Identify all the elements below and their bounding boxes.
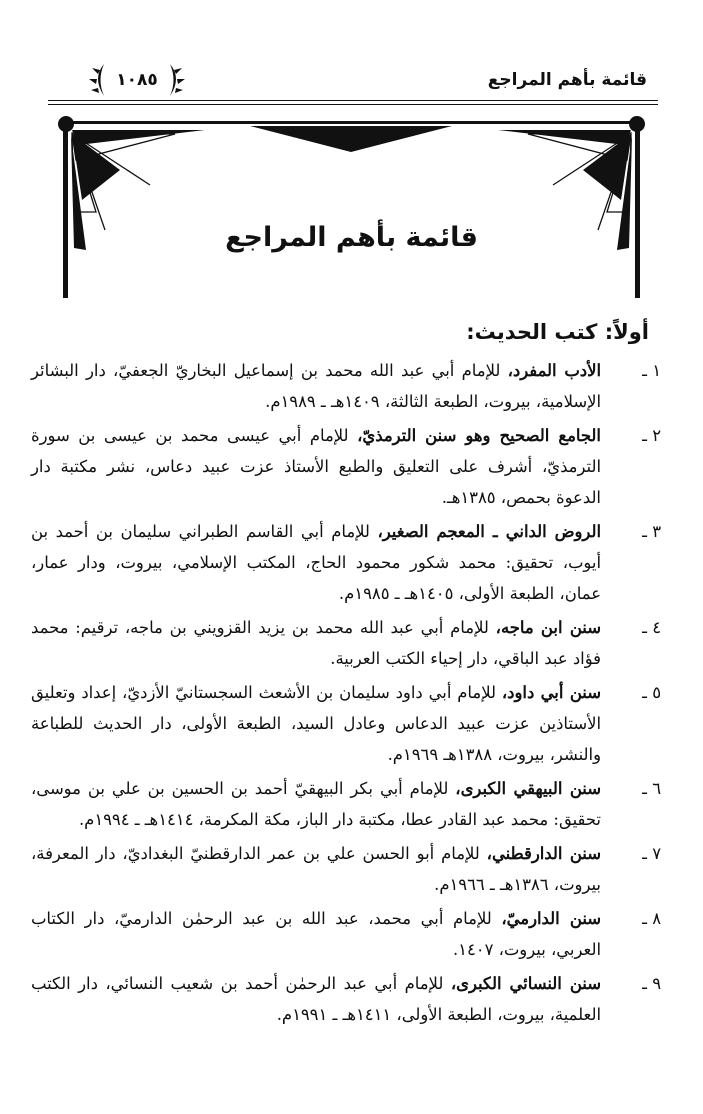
reference-title: سنن ابن ماجه، [495, 618, 601, 637]
reference-list [31, 355, 661, 1033]
chapter-title: قائمة بأهم المراجع [225, 222, 478, 253]
reference-details: للإمام أبي عبد الله محمد بن إسماعيل البخاريّ الجعفيّ، دار البشائر الإسلامية، بيروت، الطبعة الثالثة، ١٤٠٩هـ ـ ١٩٨٩م. [31, 361, 601, 411]
reference-entry [31, 355, 661, 417]
reference-number: ٨ ـ [642, 909, 661, 928]
reference-number: ١ ـ [642, 361, 661, 380]
reference-number: ٦ ـ [642, 779, 661, 798]
reference-details: للإمام أبي محمد، عبد الله بن عبد الرحمٰن الدارميّ، دار الكتاب العربي، بيروت، ١٤٠٧. [31, 909, 601, 959]
reference-entry [31, 773, 661, 835]
reference-number: ٥ ـ [642, 683, 661, 702]
reference-title: الأدب المفرد، [507, 361, 601, 380]
reference-number: ٧ ـ [642, 844, 661, 863]
reference-entry [31, 516, 661, 609]
reference-title: سنن البيهقي الكبرى، [455, 779, 601, 798]
running-title: قائمة بأهم المراجع [487, 70, 647, 90]
top-border-ornament [64, 121, 639, 152]
page-number: ١٠٨٥ [116, 70, 158, 90]
reference-title: الروض الداني ـ المعجم الصغير، [377, 522, 601, 541]
reference-entry [31, 838, 661, 900]
laurel-wreath-icon [89, 64, 185, 96]
reference-details: للإمام أبي داود سليمان بن الأشعث السجستانيّ الأزديّ، إعداد وتعليق الأستاذين عزت عبيد الدعاس وعادل السيد، الطبعة الأولى، دار الحديث للطباعة والنشر، بيروت، ١٣٨٨هـ ١٩٦٩م. [31, 683, 601, 764]
reference-entry [31, 968, 661, 1030]
reference-entry [31, 420, 661, 513]
reference-title: سنن الدارقطني، [486, 844, 601, 863]
reference-entry [31, 612, 661, 674]
reference-details: للإمام أبي عبد الرحمٰن أحمد بن شعيب النسائي، دار الكتب العلمية، بيروت، الطبعة الأولى، ١٤١١هـ ـ ١٩٩١م. [31, 974, 601, 1024]
reference-entry [31, 677, 661, 770]
reference-details: للإمام أبي بكر البيهقيّ أحمد بن الحسين بن علي بن موسى، تحقيق: محمد عبد القادر عطا، مكتبة دار الباز، مكة المكرمة، ١٤١٤هـ ـ ١٩٩٤م. [31, 779, 601, 829]
reference-title: سنن الدارميّ، [501, 909, 601, 928]
reference-title: سنن النسائي الكبرى، [450, 974, 601, 993]
reference-title: الجامع الصحيح وهو سنن الترمذيّ، [357, 426, 601, 445]
reference-title: سنن أبي داود، [501, 683, 601, 702]
right-corner-sunburst [498, 116, 645, 298]
reference-details: للإمام أبي عبد الله محمد بن يزيد القزويني بن ماجه، ترقيم: محمد فؤاد عبد الباقي، دار إحياء الكتب العربية. [31, 618, 601, 668]
page-ornament [0, 0, 703, 330]
reference-details: للإمام أبي القاسم الطبراني سليمان بن أحمد بن أيوب، تحقيق: محمد شكور محمود الحاج، المكتب الإسلامي، بيروت، ودار عمار، عمان، الطبعة الأولى، ١٤٠٥هـ ـ ١٩٨٥م. [31, 522, 601, 603]
reference-entry [31, 903, 661, 965]
section-heading: أولاً: كتب الحديث: [466, 320, 649, 344]
left-corner-sunburst [58, 116, 205, 298]
reference-number: ٢ ـ [642, 426, 661, 445]
reference-details: للإمام أبي عيسى محمد بن عيسى بن سورة الترمذيّ، أشرف على التعليق والطبع الأستاذ عزت عبيد دعاس، نشر مكتبة دار الدعوة بحمص، ١٣٨٥هـ. [31, 426, 601, 507]
reference-details: للإمام أبو الحسن علي بن عمر الدارقطنيّ البغداديّ، دار المعرفة، بيروت، ١٣٨٦هـ ـ ١٩٦٦م. [31, 844, 601, 894]
reference-number: ٩ ـ [642, 974, 661, 993]
reference-number: ٣ ـ [642, 522, 661, 541]
reference-number: ٤ ـ [642, 618, 661, 637]
